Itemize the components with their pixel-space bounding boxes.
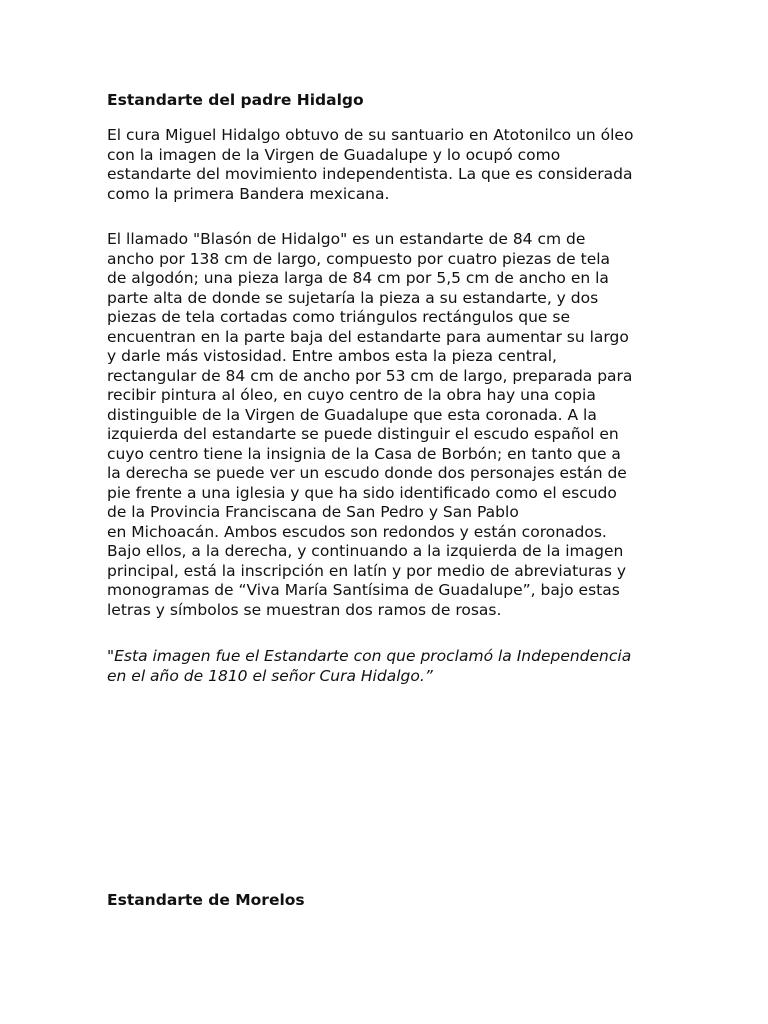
paragraph-line: pie frente a una iglesia y que ha sido identificado como el escudo	[107, 483, 617, 502]
paragraph-line: Bajo ellos, a la derecha, y continuando a la izquierda de la imagen	[107, 542, 624, 560]
paragraph-line: letras y símbolos se muestran dos ramos de rosas.	[107, 600, 502, 619]
paragraph-intro	[107, 126, 667, 204]
paragraph-line: parte alta de donde se sujetaría la pieza a su estandarte, y dos	[107, 288, 599, 307]
quote-open-mark: "	[107, 647, 115, 665]
quote-line	[107, 647, 667, 667]
quote-line: en el año de 1810 el señor Cura Hidalgo.”	[107, 666, 433, 685]
paragraph-line: y darle más vistosidad. Entre ambos esta la pieza central,	[107, 347, 557, 365]
paragraph-line: ancho por 138 cm de largo, compuesto por cuatro piezas de tela	[107, 249, 611, 268]
paragraph-line: monogramas de “Viva María Santísima de Guadalupe”, bajo estas	[107, 581, 620, 599]
paragraph-line: izquierda del estandarte se puede distinguir el escudo español en	[107, 425, 619, 443]
paragraph-line: de algodón; una pieza larga de 84 cm por 5,5 cm de ancho en la	[107, 269, 609, 287]
paragraph-line: estandarte del movimiento independentista. La que es considerada	[107, 165, 633, 183]
paragraph-line: El llamado "Blasón de Hidalgo" es un estandarte de 84 cm de	[107, 230, 586, 248]
paragraph-line: piezas de tela cortadas como triángulos rectángulos que se	[107, 308, 570, 326]
paragraph-line: recibir pintura al óleo, en cuyo centro de la obra hay una copia	[107, 386, 596, 404]
paragraph-line: rectangular de 84 cm de ancho por 53 cm de largo, preparada para	[107, 366, 633, 385]
paragraph-line: como la primera Bandera mexicana.	[107, 184, 390, 203]
paragraph-line: principal, está la inscripción en latín y por medio de abreviaturas y	[107, 561, 627, 580]
section-title-morelos: Estandarte de Morelos	[107, 891, 305, 909]
section-title-hidalgo: Estandarte del padre Hidalgo	[107, 91, 364, 109]
paragraph-line: cuyo centro tiene la insignia de la Casa de Borbón; en tanto que a	[107, 444, 621, 463]
quote-paragraph	[107, 647, 667, 686]
paragraph-line: El cura Miguel Hidalgo obtuvo de su santuario en Atotonilco un óleo	[107, 126, 634, 144]
paragraph-line: encuentran en la parte baja del estandarte para aumentar su largo	[107, 327, 629, 346]
paragraph-blason-description	[107, 230, 667, 620]
paragraph-line: con la imagen de la Virgen de Guadalupe y lo ocupó como	[107, 145, 561, 164]
paragraph-line: de la Provincia Franciscana de San Pedro y San Pablo	[107, 503, 519, 521]
paragraph-line: distinguible de la Virgen de Guadalupe que esta coronada. A la	[107, 405, 597, 424]
paragraph-line: la derecha se puede ver un escudo donde dos personajes están de	[107, 464, 627, 482]
quote-text: Esta imagen fue el Estandarte con que proclamó la Independencia	[114, 647, 632, 665]
paragraph-line: en Michoacán. Ambos escudos son redondos y están coronados.	[107, 522, 607, 541]
